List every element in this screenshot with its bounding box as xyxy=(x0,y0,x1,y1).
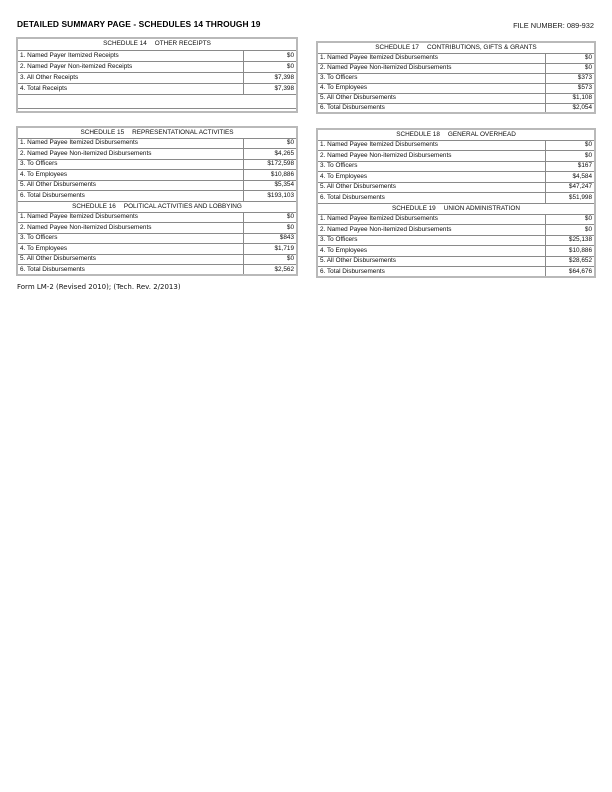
table-row xyxy=(317,182,595,193)
row-label: 3. All Other Receipts xyxy=(17,72,243,83)
row-amount: $10,886 xyxy=(545,246,595,257)
row-amount: $7,398 xyxy=(243,72,297,83)
table-row xyxy=(317,83,595,93)
row-label: 5. All Other Disbursements xyxy=(17,254,243,265)
row-label: 1. Named Payee Itemized Disbursements xyxy=(17,212,243,223)
table-row xyxy=(17,223,297,234)
row-amount: $2,054 xyxy=(545,103,595,113)
schedule-header xyxy=(17,201,297,212)
schedule-code: SCHEDULE 17 xyxy=(375,43,419,51)
row-amount: $64,676 xyxy=(545,267,595,278)
row-label: 4. To Employees xyxy=(317,172,545,183)
row-amount: $51,998 xyxy=(545,193,595,204)
table-row xyxy=(17,244,297,255)
row-label: 2. Named Payee Non-itemized Disbursements xyxy=(317,151,545,162)
row-label: 6. Total Disbursements xyxy=(317,267,545,278)
table-row xyxy=(17,180,297,191)
row-label: 3. To Officers xyxy=(17,159,243,170)
table-row xyxy=(317,93,595,103)
schedule-header xyxy=(17,38,297,50)
row-amount: $0 xyxy=(243,138,297,149)
file-number: FILE NUMBER: 089-932 xyxy=(513,21,594,30)
row-amount: $573 xyxy=(545,83,595,93)
schedule-18-19-table xyxy=(316,128,596,278)
table-row xyxy=(317,129,595,140)
table-row xyxy=(317,256,595,267)
row-label: 4. To Employees xyxy=(317,83,545,93)
form-footer: Form LM-2 (Revised 2010); (Tech. Rev. 2/2013) xyxy=(17,283,181,291)
table-row xyxy=(317,63,595,73)
table-row xyxy=(317,151,595,162)
row-amount: $0 xyxy=(243,61,297,72)
table-row xyxy=(317,103,595,113)
schedule-title: UNION ADMINISTRATION xyxy=(443,204,520,212)
row-label: 2. Named Payee Non-itemized Disbursements xyxy=(17,149,243,160)
empty-row xyxy=(17,94,297,108)
schedule-code: SCHEDULE 19 xyxy=(392,204,436,212)
table-row xyxy=(17,149,297,160)
table-row xyxy=(17,38,297,50)
row-amount: $0 xyxy=(243,223,297,234)
row-amount: $0 xyxy=(545,140,595,151)
row-label: 5. All Other Disbursements xyxy=(317,256,545,267)
schedule-header xyxy=(317,42,595,53)
row-amount: $47,247 xyxy=(545,182,595,193)
row-label: 1. Named Payee Itemized Disbursements xyxy=(17,138,243,149)
table-row xyxy=(17,159,297,170)
row-amount: $0 xyxy=(545,225,595,236)
row-label: 5. All Other Disbursements xyxy=(317,93,545,103)
table-row xyxy=(317,161,595,172)
row-amount: $2,562 xyxy=(243,265,297,276)
row-amount: $172,598 xyxy=(243,159,297,170)
table-row xyxy=(17,50,297,61)
row-label: 1. Named Payee Itemized Disbursements xyxy=(317,53,545,63)
schedule-title: CONTRIBUTIONS, GIFTS & GRANTS xyxy=(426,43,537,51)
table-row xyxy=(17,201,297,212)
table-row xyxy=(317,140,595,151)
row-amount: $0 xyxy=(243,50,297,61)
row-label: 4. To Employees xyxy=(17,244,243,255)
row-amount: $4,584 xyxy=(545,172,595,183)
row-label: 3. To Officers xyxy=(17,233,243,244)
schedule-17-table xyxy=(316,41,596,114)
schedule-title: GENERAL OVERHEAD xyxy=(447,130,516,138)
row-label: 1. Named Payer Itemized Receipts xyxy=(17,50,243,61)
row-amount: $0 xyxy=(545,214,595,225)
row-amount: $10,886 xyxy=(243,170,297,181)
schedule-header xyxy=(317,203,595,214)
thin-empty-row xyxy=(17,108,297,112)
table-row xyxy=(17,170,297,181)
table-row xyxy=(17,191,297,202)
page-title: DETAILED SUMMARY PAGE - SCHEDULES 14 THROUGH 19 xyxy=(17,19,261,29)
table-row xyxy=(317,246,595,257)
row-label: 3. To Officers xyxy=(317,161,545,172)
table-row xyxy=(317,235,595,246)
row-label: 5. All Other Disbursements xyxy=(17,180,243,191)
schedule-code: SCHEDULE 18 xyxy=(396,130,440,138)
table-row xyxy=(17,61,297,72)
schedule-header xyxy=(317,129,595,140)
table-row xyxy=(317,193,595,204)
row-label: 2. Named Payee Non-itemized Disbursements xyxy=(317,225,545,236)
table-row xyxy=(317,73,595,83)
table-row xyxy=(17,138,297,149)
row-amount: $0 xyxy=(545,53,595,63)
row-label: 6. Total Disbursements xyxy=(317,193,545,204)
row-label: 2. Named Payee Non-itemized Disbursements xyxy=(17,223,243,234)
schedule-code: SCHEDULE 16 xyxy=(72,202,116,210)
table-row xyxy=(17,127,297,138)
table-row xyxy=(317,53,595,63)
row-label: 6. Total Disbursements xyxy=(317,103,545,113)
row-amount: $5,354 xyxy=(243,180,297,191)
row-label: 6. Total Disbursements xyxy=(17,191,243,202)
schedule-code: SCHEDULE 15 xyxy=(80,128,125,136)
row-label: 2. Named Payer Non-itemized Receipts xyxy=(17,61,243,72)
row-amount: $843 xyxy=(243,233,297,244)
table-row xyxy=(17,233,297,244)
row-label: 3. To Officers xyxy=(317,235,545,246)
table-row xyxy=(17,212,297,223)
row-amount: $28,652 xyxy=(545,256,595,267)
table-row xyxy=(17,254,297,265)
row-label: 6. Total Disbursements xyxy=(17,265,243,276)
row-amount: $1,108 xyxy=(545,93,595,103)
table-row xyxy=(317,214,595,225)
table-row xyxy=(317,42,595,53)
row-label: 1. Named Payee Itemized Disbursements xyxy=(317,214,545,225)
row-amount: $7,398 xyxy=(243,83,297,94)
table-row xyxy=(17,83,297,94)
row-amount: $0 xyxy=(243,254,297,265)
schedule-15-16-table xyxy=(16,126,298,276)
table-row xyxy=(317,225,595,236)
table-row xyxy=(17,72,297,83)
schedule-code: SCHEDULE 14 xyxy=(103,40,147,48)
row-amount: $167 xyxy=(545,161,595,172)
row-label: 1. Named Payee Itemized Disbursements xyxy=(317,140,545,151)
table-row xyxy=(317,203,595,214)
schedule-header xyxy=(17,127,297,138)
row-amount: $0 xyxy=(243,212,297,223)
row-label: 4. Total Receipts xyxy=(17,83,243,94)
schedule-title: OTHER RECEIPTS xyxy=(154,40,211,48)
table-row xyxy=(317,267,595,278)
schedule-title: REPRESENTATIONAL ACTIVITIES xyxy=(132,128,234,136)
row-label: 4. To Employees xyxy=(17,170,243,181)
row-label: 3. To Officers xyxy=(317,73,545,83)
row-amount: $0 xyxy=(545,63,595,73)
schedule-14-table xyxy=(16,37,298,113)
row-amount: $373 xyxy=(545,73,595,83)
row-amount: $0 xyxy=(545,151,595,162)
row-amount: $193,103 xyxy=(243,191,297,202)
row-amount: $4,265 xyxy=(243,149,297,160)
table-row xyxy=(317,172,595,183)
row-label: 4. To Employees xyxy=(317,246,545,257)
row-label: 2. Named Payee Non-itemized Disbursements xyxy=(317,63,545,73)
schedule-title: POLITICAL ACTIVITIES AND LOBBYING xyxy=(123,202,242,210)
table-row xyxy=(17,265,297,276)
row-amount: $25,138 xyxy=(545,235,595,246)
row-label: 5. All Other Disbursements xyxy=(317,182,545,193)
row-amount: $1,719 xyxy=(243,244,297,255)
